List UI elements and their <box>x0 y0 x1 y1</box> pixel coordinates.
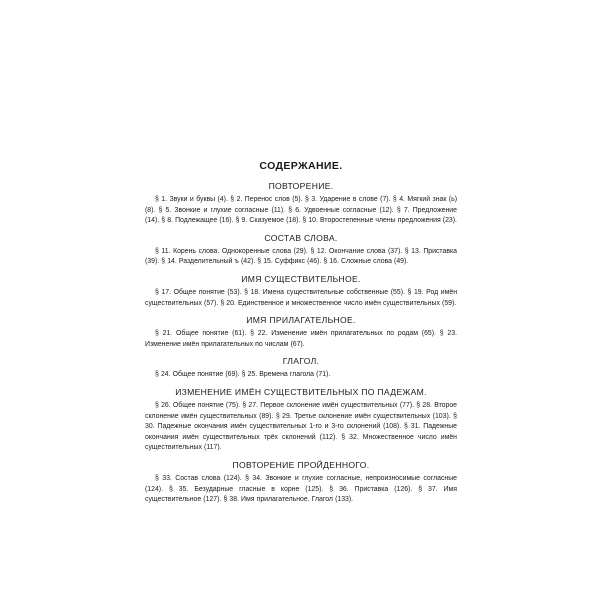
page-title: СОДЕРЖАНИЕ. <box>259 160 343 172</box>
section-noun <box>145 274 457 309</box>
section-entries: § 1. Звуки и буквы (4). § 2. Перенос слов (5). § 3. Ударение в слове (7). § 4. Мягкий знак (ь) (8). § 5. Звонкие и глухие согласные (11). § 6. Удвоенные согласные (12). § 7. Предложение (14). § 8. Подлежащее (16). § 9. Сказуемое (18). § 10. Второстепенные члены предложения (23). <box>145 196 457 225</box>
section-entries: § 33. Состав слова (124). § 34. Звонкие и глухие согласные, непроизносимые согласные (124). § 35. Безударные гласные в корне (125). § 36. Приставка (126). § 37. Имя существительное (127). § 38. Имя прилагательное. Глагол (133). <box>145 474 457 504</box>
section-heading: ИМЯ СУЩЕСТВИТЕЛЬНОЕ. <box>241 273 361 284</box>
section-heading: ПОВТОРЕНИЕ ПРОЙДЕННОГО. <box>232 459 370 470</box>
section-review <box>145 181 457 227</box>
section-heading: ИМЯ ПРИЛАГАТЕЛЬНОЕ. <box>246 315 356 326</box>
table-of-contents-page <box>145 160 457 512</box>
section-heading: ИЗМЕНЕНИЕ ИМЁН СУЩЕСТВИТЕЛЬНЫХ ПО ПАДЕЖАМ. <box>175 386 427 397</box>
section-heading: ГЛАГОЛ. <box>282 356 320 367</box>
section-verb <box>145 356 457 381</box>
section-entries: § 21. Общее понятие (61). § 22. Изменение имён прилагательных по родам (65). § 23. Изменение имён прилагательных по числам (67). <box>145 330 457 348</box>
section-heading: СОСТАВ СЛОВА. <box>264 232 338 243</box>
section-word-structure <box>145 233 457 268</box>
section-heading: ПОВТОРЕНИЕ. <box>268 181 334 191</box>
section-noun-cases <box>145 387 457 454</box>
section-final-review <box>145 460 457 506</box>
section-adjective <box>145 315 457 350</box>
section-entries: § 17. Общее понятие (53). § 18. Имена существительные собственные (55). § 19. Род имён существительных (57). § 20. Единственное и множественное число имён существительных (59). <box>145 288 457 307</box>
section-entries: § 11. Корень слова. Однокоренные слова (29). § 12. Окончание слова (37). § 13. Приставка (39). § 14. Разделительный ъ (42). § 15. Суффикс (46). § 16. Сложные слова (49). <box>145 247 457 266</box>
section-entries: § 26. Общее понятие (75). § 27. Первое склонение имён существительных (77). § 28. Второе склонение имён существительных (89). § 29. Третье склонение имён существительных (103). § 30. Падежные окончания имён существительных 1-го и 3-го склонений (108). § 31. Падежные окончания имён существительных трёх склонений (112). § 32. Множественное число имён существительных (117). <box>145 401 457 452</box>
section-entries: § 24. Общее понятие (69). § 25. Времена глагола (71). <box>155 371 331 379</box>
